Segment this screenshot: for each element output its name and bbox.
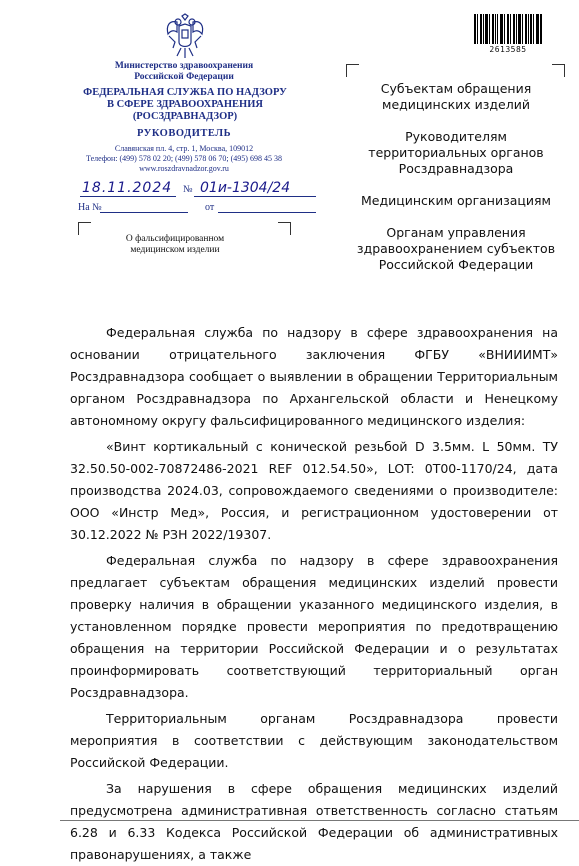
head-title: РУКОВОДИТЕЛЬ bbox=[136, 128, 232, 139]
letter-body bbox=[70, 322, 558, 866]
addressee-corner-right bbox=[552, 64, 565, 77]
reply-from-line bbox=[218, 212, 316, 213]
body-paragraph: «Винт кортикальный с конической резьбой D 3.5мм. L 50мм. ТУ 32.50.50-002-70872486-2021 REF 012.54.50», LOT: 0Т00-1170/24, дата производства 2024.03, сопровождаемого сведениями о производителе: ООО «Инстр Мед», Россия, и регистрационном удостоверении от 30.12.2022 № РЗН 2022/19307. bbox=[70, 439, 558, 542]
double-headed-eagle-icon bbox=[163, 12, 207, 60]
page-bottom-rule bbox=[60, 820, 579, 821]
addressee-list bbox=[356, 81, 556, 289]
barcode-number: 2613585 bbox=[489, 45, 527, 54]
contact-address: Славянская пл. 4, стр. 1, Москва, 109012 Телефон: (499) 578 02 20; (499) 578 06 70; (495) 698 45 38 www.roszdravnadzor.gov.ru bbox=[86, 144, 282, 173]
number-underline bbox=[194, 196, 316, 197]
body-paragraph: Территориальным органам Росздравнадзора провести мероприятия в соответствии с действующим законодательством Российской Федерации. bbox=[70, 711, 558, 770]
letter-subject: О фальсифицированном медицинском изделии bbox=[125, 234, 225, 255]
registration-number-label: № bbox=[183, 184, 193, 195]
reply-to-line bbox=[100, 212, 188, 213]
body-paragraph: Федеральная служба по надзору в сфере здравоохранения предлагает субъектам обращения медицинских изделий провести проверку наличия в обращении указанного медицинского изделия, в установленном порядке провести мероприятия по предотвращению обращения на территории Российской Федерации и о результатах проинформировать соответствующий территориальный орган Росздравнадзора. bbox=[70, 553, 558, 700]
subject-corner-right bbox=[278, 222, 291, 235]
addressee-item: Руководителям территориальных органов Росздравнадзора bbox=[368, 129, 544, 176]
barcode-icon bbox=[474, 14, 542, 44]
registration-number: 01и-1304/24 bbox=[200, 180, 291, 196]
addressee-item: Органам управления здравоохранением субъектов Российской Федерации bbox=[356, 225, 556, 272]
body-paragraph: Федеральная служба по надзору в сфере здравоохранения на основании отрицательного заключения ФГБУ «ВНИИИМТ» Росздравнадзора сообщает о выявлении в обращении Территориальным органом Росздравнадзора по Архангельской области и Ненецкому автономному округу фальсифицированного медицинского изделия: bbox=[70, 325, 558, 428]
ministry-name: Министерство здравоохранения Российской Федерации bbox=[114, 61, 254, 82]
reply-from-label: от bbox=[205, 202, 215, 213]
registration-date: 18.11.2024 bbox=[82, 180, 173, 196]
addressee-item: Субъектам обращения медицинских изделий bbox=[380, 81, 532, 112]
service-name: ФЕДЕРАЛЬНАЯ СЛУЖБА ПО НАДЗОРУ В СФЕРЕ ЗДРАВООХРАНЕНИЯ (РОСЗДРАВНАДЗОР) bbox=[83, 87, 287, 122]
addressee-item: Медицинским организациям bbox=[361, 193, 551, 208]
subject-corner-left bbox=[78, 222, 91, 235]
addressee-corner-left bbox=[346, 64, 359, 77]
reply-to-label: На № bbox=[78, 202, 102, 213]
date-underline bbox=[80, 196, 176, 197]
body-paragraph: За нарушения в сфере обращения медицинских изделий предусмотрена административная ответственность согласно статьям 6.28 и 6.33 Кодекса Российской Федерации об административных правонарушениях, а также bbox=[70, 781, 558, 862]
